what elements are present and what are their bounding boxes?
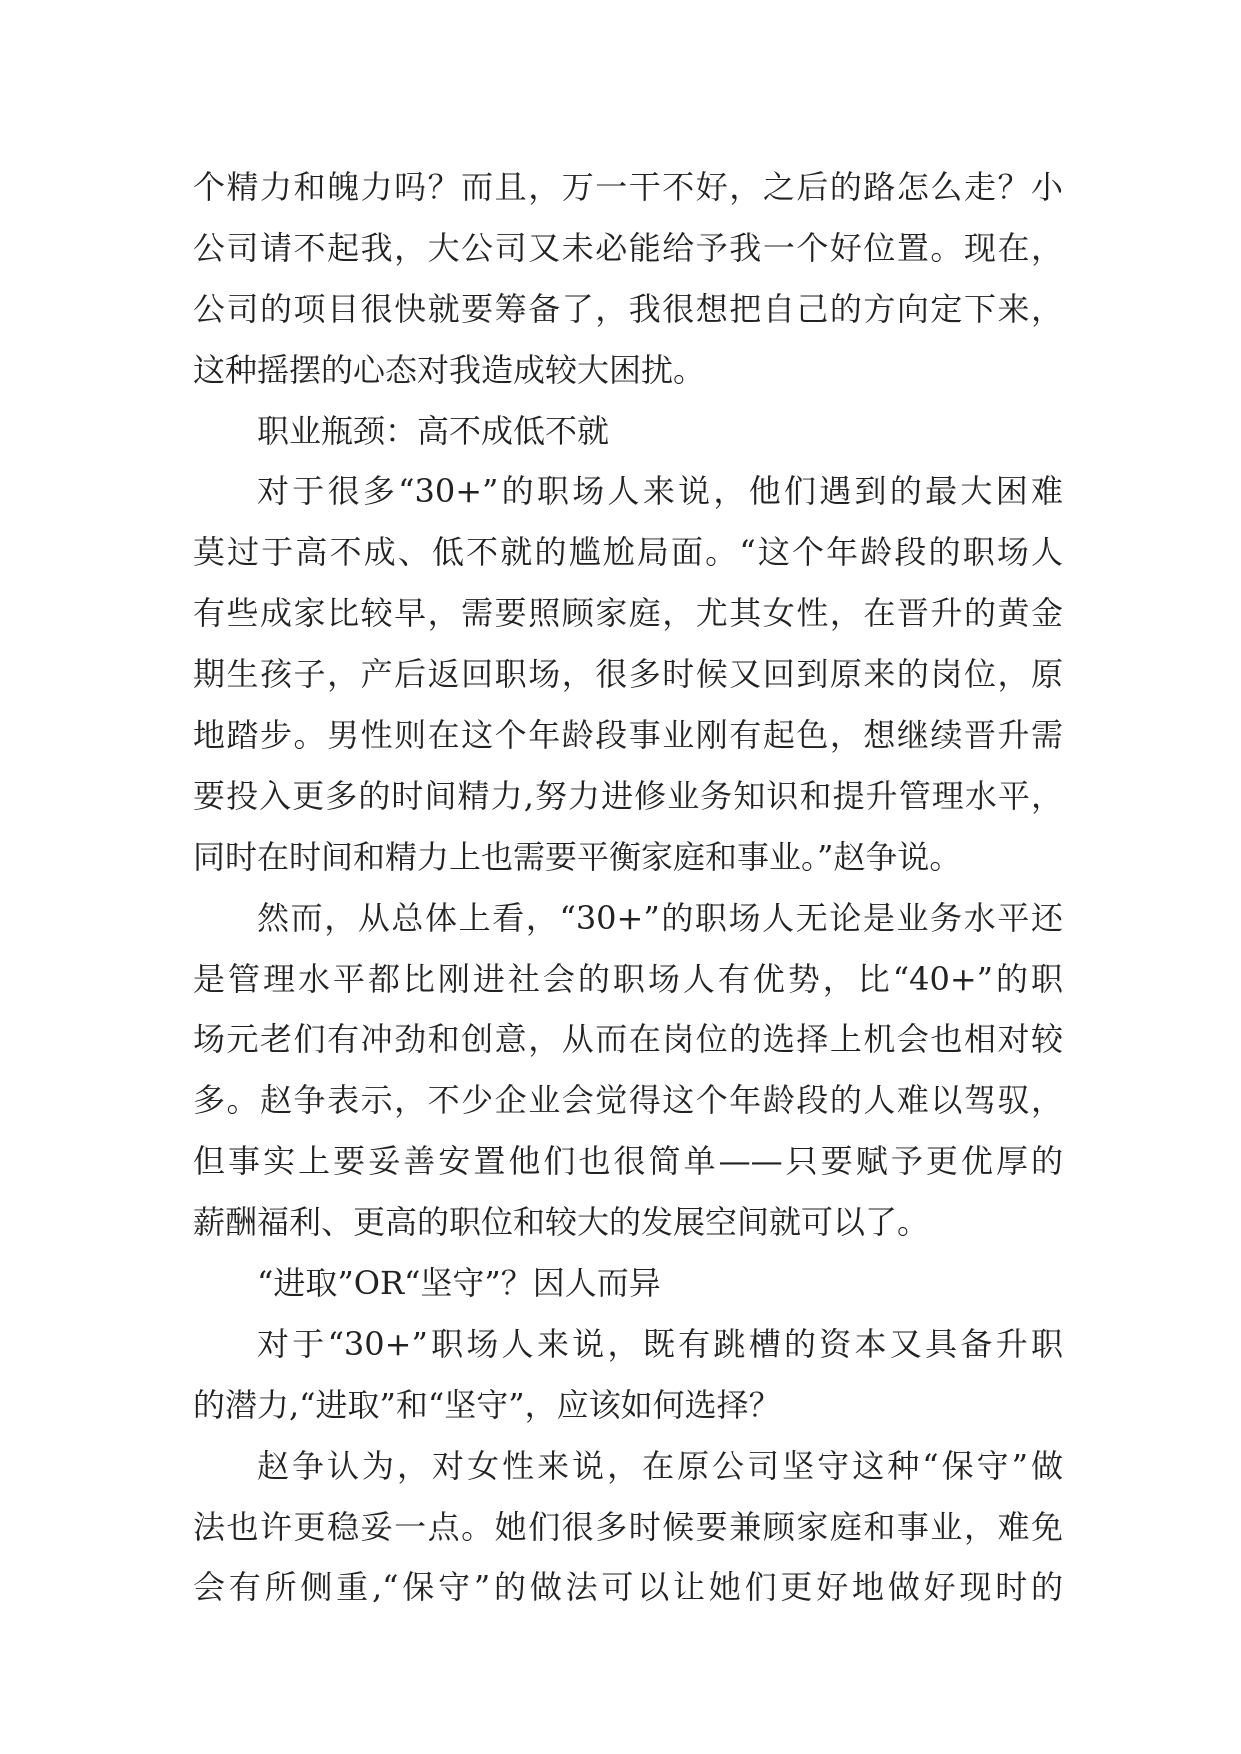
text-line: 赵争认为，对女性来说，在原公司坚守这种“保守”做: [257, 1446, 1063, 1485]
text-line: 是管理水平都比刚进社会的职场人有优势，比“40+”的职: [193, 959, 1063, 998]
text-line: 个精力和魄力吗？而且，万一干不好，之后的路怎么走？小: [193, 168, 1063, 206]
text-line: 期生孩子，产后返回职场，很多时候又回到原来的岗位，原: [193, 655, 1063, 694]
text-line: 对于很多“30+”的职场人来说，他们遇到的最大困难: [257, 472, 1063, 511]
text-line: 多。赵争表示，不少企业会觉得这个年龄段的人难以驾驭，: [193, 1081, 1063, 1120]
section-heading: 职业瓶颈：高不成低不就: [257, 411, 610, 450]
text-line: 会有所侧重,“保守”的做法可以让她们更好地做好现时的: [193, 1568, 1063, 1607]
text-line: 的潜力,“进取”和“坚守”，应该如何选择？: [193, 1385, 781, 1424]
text-line: 对于“30+”职场人来说，既有跳槽的资本又具备升职: [257, 1324, 1063, 1363]
text-line: 有些成家比较早，需要照顾家庭，尤其女性，在晋升的黄金: [193, 594, 1063, 633]
text-line: 地踏步。男性则在这个年龄段事业刚有起色，想继续晋升需: [193, 716, 1063, 755]
text-line: 但事实上要妥善安置他们也很简单——只要赋予更优厚的: [193, 1142, 1063, 1181]
text-line: 要投入更多的时间精力,努力进修业务知识和提升管理水平，: [193, 776, 1063, 815]
text-line: 然而，从总体上看，“30+”的职场人无论是业务水平还: [257, 898, 1063, 937]
document-body: [193, 157, 1063, 1618]
section-heading: “进取”OR“坚守”？因人而异: [257, 1264, 661, 1303]
text-line: 薪酬福利、更高的职位和较大的发展空间就可以了。: [193, 1203, 930, 1242]
text-line: 场元老们有冲劲和创意，从而在岗位的选择上机会也相对较: [193, 1020, 1063, 1059]
text-line: 莫过于高不成、低不就的尴尬局面。“这个年龄段的职场人: [193, 533, 1063, 572]
text-line: 公司请不起我，大公司又未必能给予我一个好位置。现在，: [193, 228, 1063, 267]
text-line: 这种摇摆的心态对我造成较大困扰。: [193, 350, 706, 389]
text-line: 公司的项目很快就要筹备了，我很想把自己的方向定下来，: [193, 289, 1063, 328]
text-line: 法也许更稳妥一点。她们很多时候要兼顾家庭和事业，难免: [193, 1507, 1063, 1546]
text-line: 同时在时间和精力上也需要平衡家庭和事业。”赵争说。: [193, 837, 962, 876]
